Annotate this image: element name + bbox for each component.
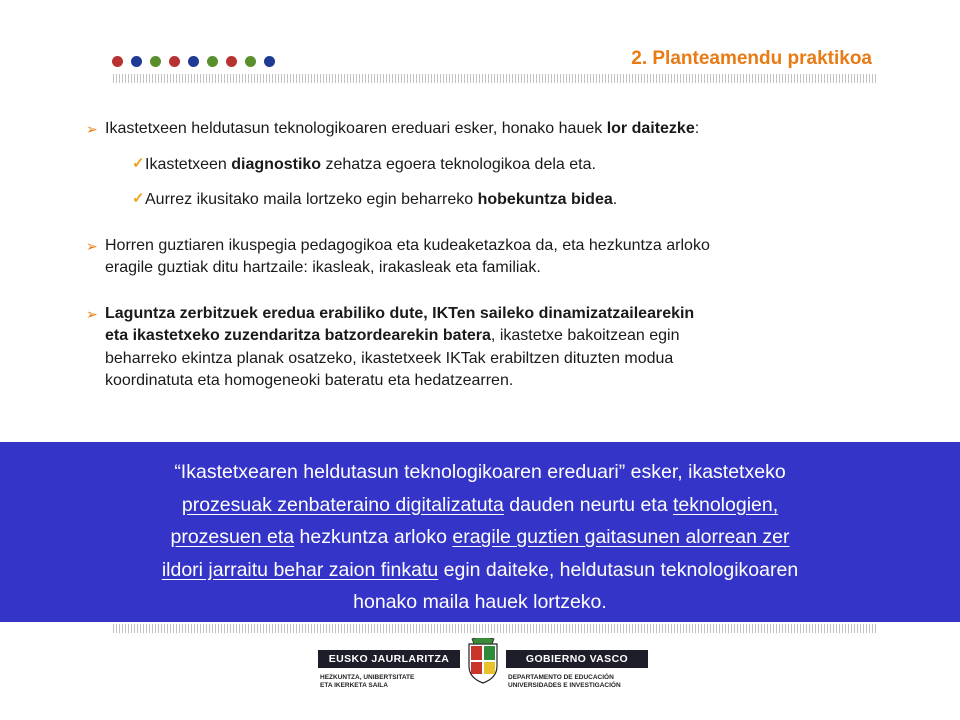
slide-content — [86, 118, 916, 393]
bottom-tick-rule — [113, 624, 877, 633]
dot-icon — [264, 56, 275, 67]
checkmark-icon: ✓ — [132, 154, 145, 172]
banner-line: “Ikastetxearen heldutasun teknologikoaren ereduari” esker, ikastetxeko — [174, 461, 786, 483]
banner-line: honako maila hauek lortzeko. — [353, 591, 607, 613]
arrow-bullet-icon: ➢ — [86, 121, 98, 137]
slide-title: 2. Planteamendu praktikoa — [631, 48, 872, 69]
dot-icon — [131, 56, 142, 67]
sub-bullet-item: ✓ Aurrez ikusitako maila lortzeko egin beharreko hobekuntza bidea. — [86, 189, 916, 212]
banner-line: prozesuak zenbateraino digitalizatuta dauden neurtu eta teknologien, — [181, 493, 779, 516]
dot-icon — [112, 56, 123, 67]
logo-dept-left: HEZKUNTZA, UNIBERTSITATE ETA IKERKETA SAILA — [320, 674, 415, 689]
government-logo — [318, 638, 648, 714]
banner-line: ildori jarraitu behar zaion finkatu egin daiteke, heldutasun teknologikoaren — [161, 558, 799, 581]
bullet-item: ➢ Laguntza zerbitzuek eredua erabiliko dute, IKTen saileko dinamizatzailearekin eta ikastetxeko zuzendaritza batzordearekin batera, ikastetxe bakoitzean egin beharreko ekintza planak osatzeko, ikastetxeek IKTak erabiltzen dituzten modua koordinatuta eta homogeneoki bateratu eta hedatzearren. — [86, 304, 695, 389]
checkmark-icon: ✓ — [132, 190, 145, 207]
coat-of-arms-icon — [466, 638, 500, 684]
dot-icon — [150, 56, 161, 67]
sub-bullet-item: ✓ Ikastetxeen diagnostiko zehatza egoera teknologikoa dela eta. — [86, 154, 916, 177]
dot-icon — [188, 56, 199, 67]
decorative-dots — [112, 56, 275, 68]
highlight-banner — [0, 442, 960, 622]
bullet-item: ➢ Ikastetxeen heldutasun teknologikoaren ereduari esker, honako hauek lor daitezke: — [86, 118, 916, 141]
dot-icon — [245, 56, 256, 67]
arrow-bullet-icon: ➢ — [86, 305, 98, 322]
banner-line: prozesuen eta hezkuntza arloko eragile guztien gaitasunen alorrean zer — [170, 526, 790, 548]
dot-icon — [207, 56, 218, 67]
dot-icon — [226, 56, 237, 67]
logo-dept-right: DEPARTAMENTO DE EDUCACIÓN UNIVERSIDADES E INVESTIGACIÓN — [508, 674, 621, 689]
logo-title-left: EUSKO JAURLARITZA — [318, 650, 460, 668]
logo-title-right: GOBIERNO VASCO — [506, 650, 648, 668]
top-tick-rule — [113, 74, 877, 83]
arrow-bullet-icon: ➢ — [86, 237, 98, 254]
dot-icon — [169, 56, 180, 67]
bullet-item: ➢ Horren guztiaren ikuspegia pedagogikoa eta kudeaketazkoa da, eta hezkuntza arloko eragile guztiak ditu hartzaile: ikasleak, irakasleak eta familiak. — [86, 236, 710, 276]
